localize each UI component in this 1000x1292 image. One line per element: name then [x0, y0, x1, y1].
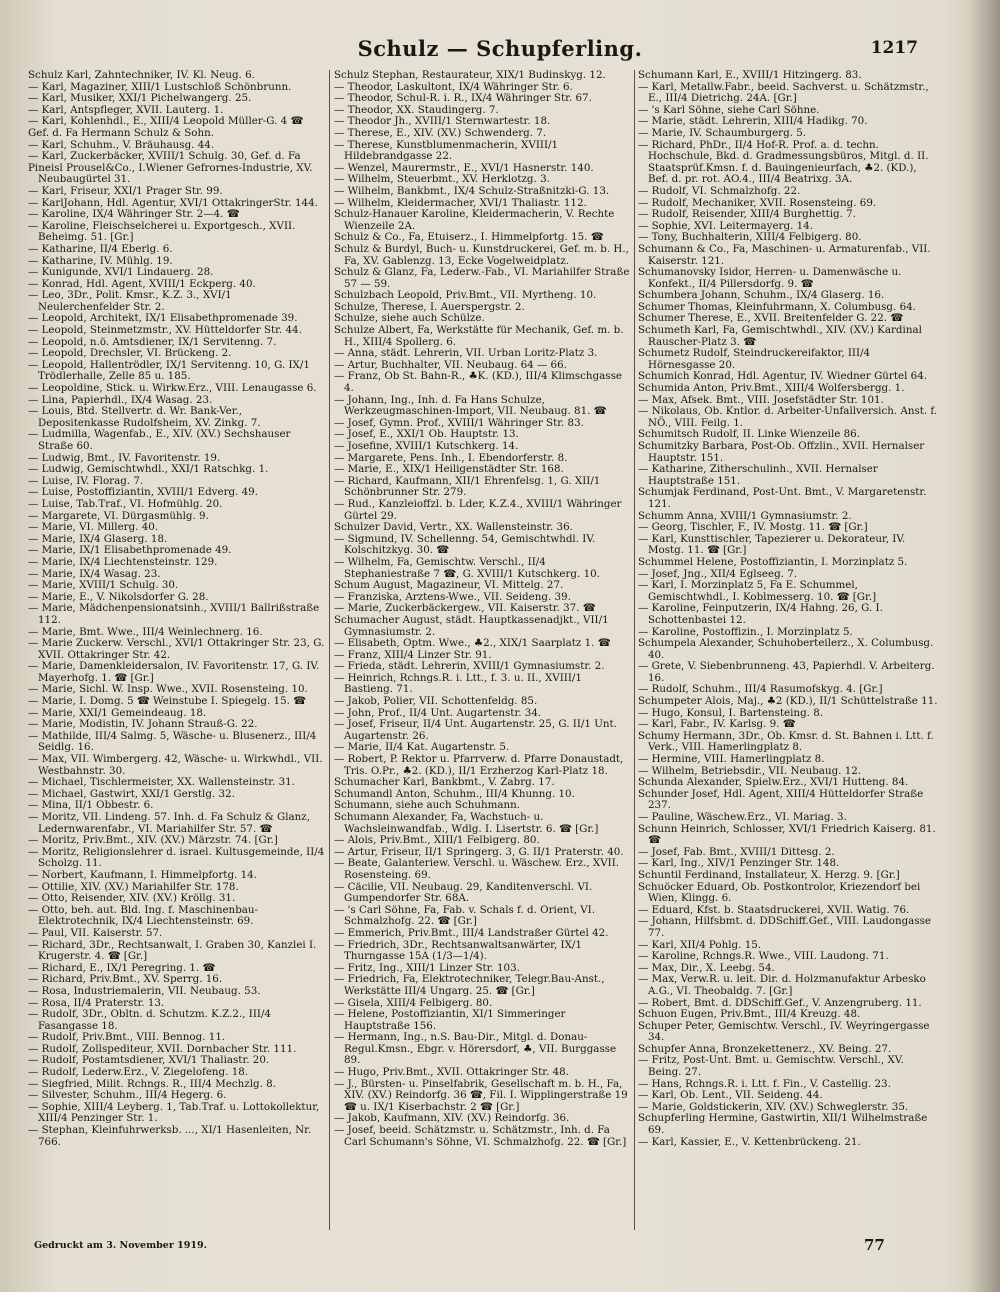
directory-entry: — Marie Zuckerw. Verschl., XVI/1 Ottakringer Str. 23, G. XVII. Ottakringer Str. 42. [28, 637, 325, 661]
directory-entry: — Marie, E., XIX/1 Heiligenstädter Str. 168. [334, 463, 564, 476]
directory-entry: Schuöcker Eduard, Ob. Postkontrolor, Kriezendorf bei Wien, Klingg. 6. [638, 880, 921, 905]
directory-entry: — Marie, Goldstickerin, XIV. (XV.) Schweglerstr. 35. [638, 1100, 909, 1113]
directory-entry: — Sigmund, IV. Schellenng. 54, Gemischtwhdl. IV. Kolschitzkyg. 30. ☎ [334, 532, 596, 557]
directory-entry: — Georg, Tischler, F., IV. Mostg. 11. ☎ [Gr.] [638, 521, 868, 534]
directory-entry: — Sophie, XVI. Leitermayerg. 14. [638, 219, 813, 232]
directory-entry: — Wenzel, Maurermstr., E., XVI/1 Hasnerstr. 140. [334, 161, 594, 174]
directory-entry: Schulz-Hanauer Karoline, Kleidermacherin, V. Rechte Wienzeile 2A. [334, 208, 615, 232]
directory-entry: — Karl, Kohlenhdl., E., XIII/4 Leopold Müller-G. 4 ☎ [28, 115, 304, 128]
directory-entry: — Helene, Postoffiziantin, XI/1 Simmeringer Hauptstraße 156. [334, 1008, 566, 1032]
directory-entry: — Richard, 3Dr., Rechtsanwalt, I. Graben 30, Kanzlei I. Krugerstr. 4. ☎ [Gr.] [28, 938, 317, 963]
directory-entry: — Ottilie, XIV. (XV.) Mariahilfer Str. 178. [28, 880, 239, 893]
directory-entry: Schuon Eugen, Priv.Bmt., III/4 Kreuzg. 48. [638, 1008, 861, 1021]
entries-column-3 [638, 70, 938, 1235]
directory-entry: Schumitzky Barbara, Post-Ob. Offzlin., XVII. Hernalser Hauptstr. 151. [638, 440, 925, 464]
directory-entry: Schulze, siehe auch Schülze. [334, 312, 485, 325]
directory-entry: — Luise, Tab.Traf., VI. Hofmühlg. 20. [28, 497, 223, 510]
directory-entry: — Karl, Schuhm., V. Bräuhausg. 44. [28, 138, 215, 151]
directory-entry: — Leopold, Drechsler, VI. Brückeng. 2. [28, 347, 232, 360]
directory-entry: — Gisela, XIII/4 Felbigerg. 80. [334, 996, 493, 1009]
directory-entry: — Frieda, städt. Lehrerin, XVIII/1 Gymnasiumstr. 2. [334, 660, 605, 673]
directory-entry: Schumm Anna, XVIII/1 Gymnasiumstr. 2. [638, 509, 852, 522]
directory-entry: — Rudolf, Priv.Bmt., VIII. Bennog. 11. [28, 1031, 226, 1044]
directory-entry: — Grete, V. Siebenbrunneng. 43, Papierhdl. V. Arbeiterg. 16. [638, 660, 935, 684]
directory-entry: — Rudolf, Reisender, XIII/4 Burghettig. 7. [638, 208, 856, 221]
directory-entry: — Margarete, VI. Dürgasmühlg. 9. [28, 509, 209, 522]
directory-entry: — Karoline, Fleischselcherei u. Exportgesch., XVII. Beheimg. 51. [Gr.] [28, 219, 296, 244]
directory-entry: — Karl, Fabr., IV. Karlsg. 9. ☎ [638, 718, 796, 731]
directory-entry: Schumann & Co., Fa, Maschinen- u. Armaturenfab., VII. Kaiserstr. 121. [638, 242, 931, 267]
directory-entry: — Mathilde, III/4 Salmg. 5, Wäsche- u. Blusenerz., III/4 Seidlg. 16. [28, 729, 317, 754]
directory-entry: Schumpeter Alois, Maj., ♣2 (KD.), II/1 Schüttelstraße 11. [638, 695, 938, 708]
directory-entry: — Luise, IV. Florag. 7. [28, 474, 144, 487]
directory-entry: — Marie, Mädchenpensionatsinh., XVIII/1 Ballrißstraße 112. [28, 602, 320, 626]
directory-entry: — Marie, Bmt. Wwe., III/4 Weinlechnerg. 16. [28, 625, 263, 638]
directory-entry: — Josef, beeid. Schätzmstr. u. Schätzmstr., Inh. d. Fa Carl Schumann's Söhne, VI. Schmalzhofg. 22. ☎ [Gr.] [334, 1124, 627, 1148]
directory-entry: — Franziska, Arztens-Wwe., VII. Seideng. 39. [334, 590, 571, 603]
directory-entry: — Richard, Kaufmann, XII/1 Ehrenfelsg. 1, G. XII/1 Schönbrunner Str. 279. [334, 474, 601, 499]
directory-entry: Schumeth Karl, Fa, Gemischtwhdl., XIV. (XV.) Kardinal Rauscher-Platz 3. ☎ [638, 324, 922, 348]
directory-entry: — Fritz, Post-Unt. Bmt. u. Gemischtw. Verschl., XV. Being. 27. [638, 1054, 904, 1079]
directory-entry: — Richard, E., IX/1 Peregring. 1. ☎ [28, 961, 216, 974]
directory-entry: — Moritz, VII. Lindeng. 57. Inh. d. Fa Schulz & Glanz, Ledernwarenfabr., VI. Mariahilfer Str. 57. ☎ [28, 811, 310, 835]
directory-entry: — KarlJohann, Hdl. Agentur, XVI/1 OttakringerStr. 144. [28, 196, 318, 209]
directory-entry: — Karl, Zuckerbäcker, XVIII/1 Schulg. 30, Gef. d. Fa [28, 150, 301, 163]
directory-entry: — Josef, Friseur, II/4 Unt. Augartenstr. 25, G. II/1 Unt. Augartenstr. 26. [334, 718, 617, 742]
directory-entry: Schumanovsky Isidor, Herren- u. Damenwäsche u. Konfekt., II/4 Pillersdorfg. 9. ☎ [638, 266, 902, 290]
directory-entry: Schuntil Ferdinand, Installateur, X. Herzg. 9. [Gr.] [638, 868, 900, 881]
directory-entry: — Siegfried, Milit. Rchngs. R., III/4 Mechzlg. 8. [28, 1077, 276, 1090]
directory-entry: — Elisabeth, Optm. Wwe., ♣2., XIX/1 Saarplatz 1. ☎ [334, 637, 611, 650]
directory-entry: — Moritz, Religionslehrer d. israel. Kultusgemeinde, II/4 Scholzg. 11. [28, 845, 325, 870]
directory-entry: — Friedrich, 3Dr., Rechtsanwaltsanwärter, IX/1 Thurngasse 15A (1/3—1/4). [334, 938, 582, 963]
directory-entry: — Max, Verw.R. u. leit. Dir. d. Holzmanufaktur Arbesko A.G., VI. Theobaldg. 7. [Gr.] [638, 973, 926, 997]
directory-entry: — Marie, Sichl. W. Insp. Wwe., XVII. Rosensteing. 10. [28, 683, 308, 696]
directory-entry: Schupfer Anna, Bronzekettenerz., XV. Being. 27. [638, 1042, 892, 1055]
directory-entry: — Johann, Hilfsbmt. d. DDSchiff.Gef., VIII. Laudongasse 77. [638, 915, 931, 939]
directory-entry: — Max, Afsek. Bmt., VIII. Josefstädter Str. 101. [638, 393, 884, 406]
directory-entry: Schumer Thomas, Kleinfuhrmann, X. Columbusg. 64. [638, 300, 916, 313]
directory-entry: — Rudolf, Zollspediteur, XVII. Dornbacher Str. 111. [28, 1042, 297, 1055]
directory-entry: Schumann, siehe auch Schuhmann. [334, 799, 521, 812]
directory-entry: — Katharine, IV. Mühlg. 19. [28, 254, 173, 267]
running-title: Schulz — Schupferling. [357, 36, 643, 61]
directory-entry: — Michael, Gastwirt, XXI/1 Gerstlg. 32. [28, 787, 235, 800]
directory-entry: — Tony, Buchhalterin, XIII/4 Felbigerg. 80. [638, 231, 862, 244]
directory-entry: — Josefine, XVIII/1 Kutschkerg. 14. [334, 440, 519, 452]
directory-entry: Schumich Konrad, Hdl. Agentur, IV. Wiedner Gürtel 64. [638, 370, 928, 383]
directory-entry: — Leopold, Architekt, IX/1 Elisabethpromenade 39. [28, 312, 298, 325]
directory-entry: — Mina, II/1 Obbestr. 6. [28, 799, 154, 812]
directory-entry: — Therese, E., XIV. (XV.) Schwenderg. 7. [334, 126, 547, 139]
directory-entry: Schumbera Johann, Schuhm., IX/4 Glaserg. 16. [638, 289, 885, 302]
directory-entry: — Marie, städt. Lehrerin, XIII/4 Hadikg. 70. [638, 115, 868, 128]
directory-entry: Schumer Therese, E., XVII. Breitenfelder G. 22. ☎ [638, 312, 904, 325]
directory-entry: — Ludwig, Gemischtwhdl., XXI/1 Ratschkg. 1. [28, 463, 269, 476]
directory-entry: — Konrad, Hdl. Agent, XVIII/1 Eckperg. 40. [28, 277, 256, 290]
directory-entry: — Karl, Ing., XIV/1 Penzinger Str. 148. [638, 857, 840, 870]
directory-entry: — Luise, Postoffiziantin, XVIII/1 Edverg. 49. [28, 486, 259, 499]
directory-entry: Schunda Alexander, Spielw.Erz., XVI/1 Hutteng. 84. [638, 776, 909, 789]
directory-entry: — Artur, Friseur, II/1 Springerg. 3, G. II/1 Praterstr. 40. [334, 845, 624, 858]
directory-entry: — Karoline, Feinputzerin, IX/4 Hahng. 26, G. I. Schottenbastei 12. [638, 602, 883, 626]
directory-entry: — Marie, E., V. Nikolsdorfer G. 28. [28, 590, 209, 603]
directory-entry: — Hugo, Priv.Bmt., XVII. Ottakringer Str. 48. [334, 1066, 569, 1079]
directory-entry: — Karl, Ob. Lent., VII. Seideng. 44. [638, 1089, 823, 1102]
directory-entry: — Theodor, Laskultont, IX/4 Währinger Str. 6. [334, 80, 573, 93]
directory-entry: — Theodor, XX. Staudingerg. 7. [334, 103, 499, 116]
page-header [0, 36, 1000, 66]
directory-entry: — Rudolf, Mechaniker, XVII. Rosensteing. 69. [638, 196, 877, 209]
directory-entry: Schumacher August, städt. Hauptkassenadjkt., VII/1 Gymnasiumstr. 2. [334, 613, 609, 638]
directory-entry: Schulzer David, Vertr., XX. Wallensteinstr. 36. [334, 521, 573, 534]
column-divider [329, 70, 330, 1230]
column-divider [634, 70, 635, 1230]
directory-entry: — J., Bürsten- u. Pinselfabrik, Gesellschaft m. b. H., Fa, XIV. (XV.) Reindorfg. 36 ☎, Fil. I. Wipplingerstraße 19 ☎ u. IX/1 Kiserbachstr. 2 ☎ [Gr.] [334, 1077, 628, 1113]
directory-entry: — Josef, Fab. Bmt., XVIII/1 Dittesg. 2. [638, 845, 835, 858]
directory-entry: Schulz & Co., Fa, Etuiserz., I. Himmelpfortg. 15. ☎ [334, 231, 604, 244]
directory-entry: — Wilhelm, Kleidermacher, XVI/1 Thaliastr. 112. [334, 196, 587, 209]
directory-entry: — Leopold, n.ö. Amtsdiener, IX/1 Servitenng. 7. [28, 335, 277, 348]
directory-entry: — Marie, XVIII/1 Schulg. 30. [28, 579, 179, 592]
directory-entry: — Jakob, Polier, VII. Schottenfeldg. 85. [334, 695, 538, 708]
directory-entry: — Marie, XXI/1 Gemeindeaug. 18. [28, 706, 207, 719]
directory-entry: Schummel Helene, Postoffiziantin, I. Morzinplatz 5. [638, 555, 908, 568]
directory-entry: — Sophie, XIII/4 Leyberg. 1, Tab.Traf. u. Lottokollektur, XIII/4 Penzinger Str. 1. [28, 1100, 320, 1125]
directory-entry: — Marie, IX/4 Glaserg. 18. [28, 532, 168, 545]
directory-entry: — Marie, Damenkleidersalon, IV. Favoritenstr. 17, G. IV. Mayerhofg. 1. ☎ [Gr.] [28, 660, 320, 684]
directory-entry: — Rudolf, 3Dr., Obltn. d. Schutzm. K.Z.2., III/4 Fasangasse 18. [28, 1008, 271, 1032]
directory-entry: Schulzbach Leopold, Priv.Bmt., VII. Myrtheng. 10. [334, 289, 597, 302]
directory-entry: — Beate, Galanteriew. Verschl. u. Wäschew. Erz., XVII. Rosensteing. 69. [334, 857, 620, 881]
directory-entry: — 's Karl Söhne, siehe Carl Söhne. [638, 103, 820, 116]
directory-entry: — Ludwig, Bmt., IV. Favoritenstr. 19. [28, 451, 221, 464]
directory-entry: — Ludmilla, Wagenfab., E., XIV. (XV.) Sechshauser Straße 60. [28, 428, 291, 452]
directory-entry: — Marie, IX/4 Liechtensteinstr. 129. [28, 555, 218, 568]
page-edge-shadow [968, 0, 1000, 1292]
directory-entry: — Heinrich, Rchngs.R. i. Ltt., f. 3. u. II., XVIII/1 Bastieng. 71. [334, 671, 582, 696]
directory-entry: — Rosa, Industriemalerin, VII. Neubaug. 53. [28, 984, 261, 997]
directory-entry: — John, Prof., II/4 Unt. Augartenstr. 34. [334, 706, 542, 719]
directory-entry: — Wilhelm, Fa, Gemischtw. Verschl., II/4 Stephaniestraße 7 ☎, G. XVIII/1 Kutschkerg. 10. [334, 555, 600, 580]
sheet-number: 77 [864, 1236, 885, 1254]
directory-entry: Gef. d. Fa Hermann Schulz & Sohn. [28, 126, 215, 139]
page-number: 1217 [870, 38, 918, 58]
directory-entry: — Franz, Ob St. Bahn-R., ♣K. (KD.), III/4 Klimschgasse 4. [334, 370, 622, 395]
directory-entry: — Rudolf, Postamtsdiener, XVI/1 Thaliastr. 20. [28, 1054, 270, 1067]
directory-entry: — Leopold, Hallentrödler, IX/1 Servitenng. 10, G. IX/1 Trödlerhalle, Zelle 85 u. 185. [28, 358, 310, 383]
directory-entry: — Cäcilie, VII. Neubaug. 29, Kanditenverschl. VI. Gumpendorfer Str. 68A. [334, 880, 593, 905]
directory-entry: — Otto, beh. aut. Bld. Ing. f. Maschinenbau-Elektrotechnik, IX/4 Liechtensteinstr. 69. [28, 903, 259, 928]
directory-entry: Pineisl Prousel&Co., I.Wiener Gefrornes-Industrie, XV. Neubaugürtel 31. [28, 161, 313, 186]
directory-entry: — Kunigunde, XVI/1 Lindauerg. 28. [28, 266, 214, 279]
directory-entry: — Katharine, II/4 Eberlg. 6. [28, 242, 173, 255]
directory-entry: — Marie, Zuckerbäckergew., VII. Kaiserstr. 37. ☎ [334, 602, 596, 615]
directory-entry: — Karl, Kassier, E., V. Kettenbrückeng. 21. [638, 1135, 861, 1148]
directory-entry: — Rud., Kanzleioffzl. b. Lder, K.Z.4., XVIII/1 Währinger Gürtel 29. [334, 497, 622, 522]
directory-entry: — Louis, Btd. Stellvertr. d. Wr. Bank-Ver., Depositenkasse Rudolfsheim, XV. Zinkg. 7. [28, 405, 261, 429]
directory-entry: — Stephan, Kleinfuhrwerksb. ..., XI/1 Hasenleiten, Nr. 766. [28, 1124, 312, 1148]
directory-entry: — Michael, Tischlermeister, XX. Wallensteinstr. 31. [28, 776, 295, 789]
directory-entry: — Max, VII. Wimbergerg. 42, Wäsche- u. Wirkwhdl., VII. Westbahnstr. 30. [28, 753, 323, 777]
directory-entry: Schumitsch Rudolf, II. Linke Wienzeile 86. [638, 428, 861, 441]
directory-entry: — Jakob, Kaufmann, XIV. (XV.) Reindorfg. 36. [334, 1112, 570, 1125]
directory-entry: — Paul, VII. Kaiserstr. 57. [28, 926, 163, 939]
directory-entry: Schumandl Anton, Schuhm., III/4 Khunng. 10. [334, 787, 575, 800]
directory-entry: Schumacher Karl, Bankbmt., V. Zabrg. 17. [334, 776, 555, 789]
directory-entry: — Theodor, Schul-R. i. R., IX/4 Währinger Str. 67. [334, 92, 592, 105]
directory-entry: — Eduard, Kfst. b. Staatsdruckerei, XVII. Watig. 76. [638, 903, 910, 916]
directory-entry: — Hermann, Ing., n.S. Bau-Dir., Mitgl. d. Donau-Regul.Kmsn., Ebgr. v. Hörersdorf, ♣, VII. Burggasse 89. [334, 1031, 617, 1067]
directory-entry: — Marie, II/4 Kat. Augartenstr. 5. [334, 741, 510, 754]
directory-entry: Schumy Hermann, 3Dr., Ob. Kmsr. d. St. Bahnen i. Ltt. f. Verk., VIII. Hamerlingplatz 8. [638, 729, 934, 754]
directory-entry: — Katharine, Zitherschulinh., XVII. Hernalser Hauptstraße 151. [638, 463, 878, 487]
directory-entry: — Lina, Papierhdl., IX/4 Wasag. 23. [28, 393, 213, 406]
directory-entry: — Leopoldine, Stick. u. Wirkw.Erz., VIII. Lenaugasse 6. [28, 382, 317, 395]
directory-entry: Schulz & Burdyl, Buch- u. Kunstdruckerei, Gef. m. b. H., Fa, XV. Gablenzg. 13, Ecke Vogelweidplatz. [334, 242, 629, 267]
directory-entry: — Rudolf, Schuhm., III/4 Rasumofskyg. 4. [Gr.] [638, 683, 883, 696]
directory-entry: — Anna, städt. Lehrerin, VII. Urban Loritz-Platz 3. [334, 347, 598, 360]
directory-entry: Schulz & Glanz, Fa, Lederw.-Fab., VI. Mariahilfer Straße 57 — 59. [334, 266, 630, 290]
directory-entry: — Wilhelm, Bankbmt., IX/4 Schulz-Straßnitzki-G. 13. [334, 184, 610, 197]
directory-entry: — Leopold, Steinmetzmstr., XV. Hütteldorfer Str. 44. [28, 324, 302, 337]
directory-entry: Schulz Stephan, Restaurateur, XIX/1 Budinskyg. 12. [334, 70, 606, 81]
directory-entry: — Richard, Priv.Bmt., XV. Sperrg. 16. [28, 973, 223, 986]
directory-entry: Schumpela Alexander, Schuhoberteilerz., X. Columbusg. 40. [638, 637, 934, 661]
directory-entry: — Artur, Buchhalter, VII. Neubaug. 64 — 66. [334, 358, 567, 371]
directory-entry: — Johann, Ing., Inh. d. Fa Hans Schulze, Werkzeugmaschinen-Import, VII. Neubaug. 81. ☎ [334, 393, 607, 418]
directory-entry: — Marie, Modistin, IV. Johann Strauß-G. 22. [28, 718, 258, 731]
directory-entry: — Karl, XII/4 Pohlg. 15. [638, 938, 762, 951]
directory-entry: Schunder Josef, Hdl. Agent, XIII/4 Hütteldorfer Straße 237. [638, 787, 924, 812]
directory-entry: Schunn Heinrich, Schlosser, XVI/1 Friedrich Kaiserg. 81. ☎ [638, 822, 936, 847]
directory-entry: — Marie, VI. Millerg. 40. [28, 521, 159, 534]
directory-entry: — Karl, Magaziner, XIII/1 Lustschloß Schönbrunn. [28, 80, 292, 93]
directory-entry: Schum August, Magazineur, VI. Mittelg. 27. [334, 579, 564, 592]
directory-entry: Schupferling Hermine, Gastwirtin, XII/1 Wilhelmstraße 69. [638, 1112, 928, 1137]
directory-entry: — Nikolaus, Ob. Kntlor. d. Arbeiter-Unfallversich. Anst. f. NÖ., VIII. Feilg. 1. [638, 405, 938, 429]
directory-entry: Schulze Albert, Fa, Werkstätte für Mechanik, Gef. m. b. H., XIII/4 Spollerg. 6. [334, 324, 624, 348]
directory-entry: — Marie, I. Domg. 5 ☎ Weinstube I. Spiegelg. 15. ☎ [28, 695, 307, 708]
entries-column-2 [334, 70, 632, 1235]
directory-entry: — Marie, IX/1 Elisabethpromenade 49. [28, 544, 232, 557]
directory-entry: — Karoline, IX/4 Währinger Str. 2—4. ☎ [28, 208, 240, 221]
directory-entry: — Wilhelm, Betriebsdir., VII. Neubaug. 12. [638, 764, 862, 777]
directory-entry: — Rudolf, Lederw.Erz., V. Ziegelofeng. 18. [28, 1066, 249, 1079]
directory-entry: — Margarete, Pens. Inh., I. Ebendorferstr. 8. [334, 451, 568, 464]
directory-entry: — Hermine, VIII. Hamerlingplatz 8. [638, 753, 825, 766]
directory-entry: — 's Carl Söhne, Fa, Fab. v. Schals f. d. Orient, VI. Schmalzhofg. 22. ☎ [Gr.] [334, 903, 596, 928]
directory-entry: Schuper Peter, Gemischtw. Verschl., IV. Weyringergasse 34. [638, 1019, 930, 1044]
directory-entry: Schulz Karl, Zahntechniker, IV. Kl. Neug. 6. [28, 70, 255, 81]
directory-entry: — Max, Dir., X. Leebg. 54. [638, 961, 775, 974]
directory-entry: — Robert, Bmt. d. DDSchiff.Gef., V. Anzengruberg. 11. [638, 996, 922, 1009]
directory-entry: — Alois, Priv.Bmt., XIII/1 Felbigerg. 80. [334, 834, 540, 847]
directory-entry: — Karl, Metallw.Fabr., beeid. Sachverst. u. Schätzmstr., E., III/4 Dietrichg. 24A. [Gr.] [638, 80, 929, 105]
directory-entry: — Otto, Reisender, XIV. (XV.) Kröllg. 31. [28, 892, 236, 905]
directory-entry: — Therese, Kunstblumenmacherin, XVIII/1 Hildebrandgasse 22. [334, 138, 559, 163]
directory-entry: — Robert, P. Rektor u. Pfarrverw. d. Pfarre Donaustadt, Tris. O.Pr., ♣2. (KD.), II/1 Erzherzog Karl-Platz 18. [334, 753, 624, 777]
directory-entry: — Karl, I. Morzinplatz 5, Fa E. Schummel, Gemischtwhdl., I. Koblmesserg. 10. ☎ [Gr.] [638, 579, 877, 603]
directory-entry: — Karoline, Rchngs.R. Wwe., VIII. Laudong. 71. [638, 950, 889, 963]
directory-entry: — Franz, XIII/4 Linzer Str. 91. [334, 648, 492, 661]
directory-entry: — Silvester, Schuhm., III/4 Hegerg. 6. [28, 1089, 227, 1102]
directory-entry: — Rosa, II/4 Praterstr. 13. [28, 996, 165, 1009]
directory-entry: Schumann Alexander, Fa, Wachstuch- u. Wachsleinwandfab., Wdlg. I. Lisertstr. 6. ☎ [Gr.] [334, 811, 599, 835]
directory-entry: — Josef, Jng., XII/4 Eglseeg. 7. [638, 567, 798, 580]
directory-entry: — Karl, Friseur, XXI/1 Prager Str. 99. [28, 184, 223, 197]
directory-entry: — Leo, 3Dr., Polit. Kmsr., K.Z. 3., XVI/1 Neulerchenfelder Str. 2. [28, 289, 232, 313]
directory-entry: — Karoline, Postoffizin., I. Morzinplatz 5. [638, 625, 853, 638]
print-date-note: Gedruckt am 3. November 1919. [34, 1240, 207, 1251]
directory-entry: — Fritz, Ing., XIII/1 Linzer Str. 103. [334, 961, 520, 974]
directory-entry: — Karl, Antspfleger, XVII. Lauterg. 1. [28, 103, 224, 116]
directory-entry: — Marie, IX/4 Wasag. 23. [28, 567, 161, 580]
directory-entry: — Hugo, Konsul, I. Bartensteing. 8. [638, 706, 824, 719]
entries-column-1 [28, 70, 326, 1235]
directory-entry: — Moritz, Priv.Bmt., XIV. (XV.) Märzstr. 74. [Gr.] [28, 834, 278, 847]
directory-entry: — Norbert, Kaufmann, I. Himmelpfortg. 14. [28, 868, 257, 881]
directory-entry: — Josef, E., XXI/1 Ob. Hauptstr. 13. [334, 428, 519, 441]
directory-entry: — Karl, Kunsttischler, Tapezierer u. Dekorateur, IV. Mostg. 11. ☎ [Gr.] [638, 532, 906, 557]
directory-entry: — Marie, IV. Schaumburgerg. 5. [638, 126, 807, 139]
directory-entry: Schumetz Rudolf, Steindruckereifaktor, III/4 Hörnesgasse 20. [638, 347, 871, 371]
directory-entry: — Josef, Gymn. Prof., XVIII/1 Währinger Str. 83. [334, 416, 584, 429]
directory-entry: — Theodor Jh., XVIII/1 Sternwartestr. 18. [334, 115, 551, 128]
directory-entry: — Richard, PhDr., II/4 Hof-R. Prof. a. d. techn. Hochschule, Bkd. d. Gradmessungsbüros, Mitgl. d. II. Staatsprüf.Kmsn. f. d. Bauingenieurfach, ♣2. (KD.), Bef. d. pr. rot. AO.4., III/4 Beatrixg. 3A. [638, 138, 929, 186]
directory-entry: — Rudolf, VI. Schmalzhofg. 22. [638, 184, 801, 197]
directory-entry: — Karl, Musiker, XXI/1 Pichelwangerg. 25. [28, 92, 252, 105]
directory-entry: Schumjak Ferdinand, Post-Unt. Bmt., V. Margaretenstr. 121. [638, 486, 927, 510]
directory-entry: — Emmerich, Priv.Bmt., III/4 Landstraßer Gürtel 42. [334, 926, 609, 939]
directory-entry: Schumida Anton, Priv.Bmt., XIII/4 Wolfersbergg. 1. [638, 382, 905, 395]
directory-entry: — Pauline, Wäschew.Erz., VI. Mariag. 3. [638, 811, 847, 823]
directory-entry: Schulze, Therese, I. Auerspergstr. 2. [334, 300, 525, 313]
directory-entry: — Hans, Rchngs.R. i. Ltt. f. Fin., V. Castellig. 23. [638, 1077, 891, 1090]
directory-entry: — Friedrich, Fa, Elektrotechniker, Telegr.Bau-Anst., Werkstätte III/4 Ungarg. 25. ☎ [Gr.] [334, 973, 605, 997]
directory-entry: Schumann Karl, E., XVIII/1 Hitzingerg. 83. [638, 70, 862, 81]
directory-entry: — Wilhelm, Steuerbmt., XV. Herklotzg. 3. [334, 173, 550, 186]
